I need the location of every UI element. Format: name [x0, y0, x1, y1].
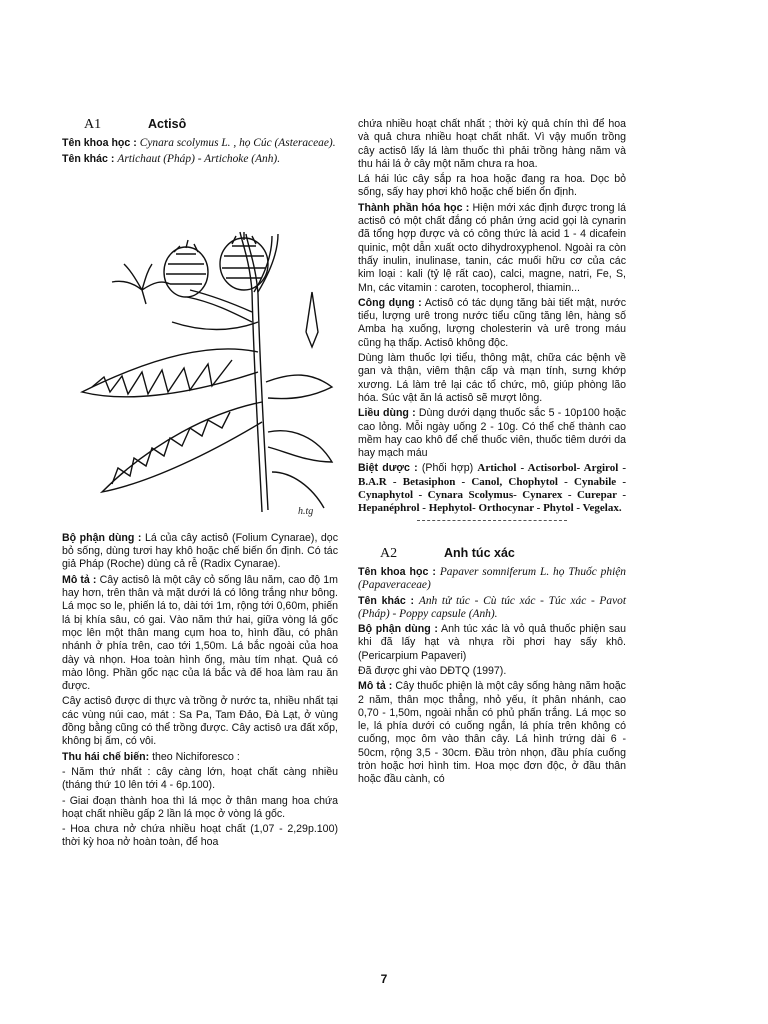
harvest: Thu hái chế biến: theo Nichiforesco : — [62, 750, 240, 763]
part-used-extra: Đã được ghi vào DĐTQ (1997). — [358, 664, 507, 677]
right-column — [358, 118, 626, 789]
svg-text:h.tg: h.tg — [298, 505, 314, 517]
entry-title: Actisô — [148, 117, 187, 131]
entry-code: A1 — [84, 117, 102, 132]
dosage: Liều dùng : Dùng dưới dạng thuốc sắc 5 - 10p100 hoặc cao lỏng. Mỗi ngày uống 2 - 10g. Có thể chế thành cao mềm hay cao khô để chế thuốc viên, thuốc tiêm dưới da hay mạch máu — [358, 407, 626, 460]
uses-extra: Dùng làm thuốc lợi tiểu, thông mật, chữa các bệnh về gan và thận, viêm thận cấp và mạn tính, sưng khớp xương. Lá làm trẻ lại các tổ chức, mô, giúp phòng lão hóa. Súc vật ăn lá actisô sẽ mượt lông. — [358, 352, 626, 404]
scientific-name: Tên khoa học : Papaver somniferum L. họ Thuốc phiện (Papaveraceae) — [358, 565, 626, 592]
other-names: Tên khác : Anh tử túc - Cù túc xác - Túc xác - Pavot (Pháp) - Poppy capsule (Anh). — [358, 594, 626, 620]
page-number: 7 — [380, 972, 388, 986]
description: Mô tả : Cây actisô là một cây cỏ sống lâu năm, cao độ 1m hay hơn, trên thân và mặt dưới lá có lông trắng như bông. Lá mọc so le, phiến lá to, dài tới 1m, rộng tới 0,60m, phiến lá bị khía sâu, có gai. Vào năm thứ hai, giữa vòng lá gốc mọc lên một thân mang cụm hoa to, hình đầu, có phân nhánh ở phía trên, cao tới 1,50m. Lá bắc ngoài của hoa dày và nhọn. Hoa toàn hình ống, màu tím nhạt. Quả có mào lông. Phần gốc nạc của lá bắc và đế hoa làm rau ăn được. — [62, 573, 338, 693]
chemical-composition: Thành phần hóa học : Hiện mới xác định được trong lá actisô có một chất đắng có phản ứng acid gọi là cynarin đã tổng hợp được và có công thức là acid 1 - 4 dicafein quinic, một dẫn xuất octo dihydroxyphenol. Ngoài ra còn thấy inulin, inulinase, tanin, các muối hữu cơ của các kim loại : kali (tỷ lệ rất cao), calci, magne, natri, Fe, S, Mn, các vitamin : caroten, tocopherol, thiamin... — [358, 201, 626, 294]
entry-header — [62, 118, 338, 131]
harvest-item: - Năm thứ nhất : cây càng lớn, hoạt chất càng nhiều (tháng thứ 10 lên tới 4 - 6p.100). — [62, 765, 338, 792]
left-column — [62, 118, 338, 852]
other-names: Tên khác : Artichaut (Pháp) - Artichoke (Anh). — [62, 152, 281, 165]
entry-title: Anh túc xác — [444, 545, 515, 560]
entry-separator — [417, 520, 567, 521]
artichoke-illustration — [62, 172, 338, 522]
harvest-item: - Giai đoạn thành hoa thì lá mọc ở thân mang hoa chứa hoạt chất nhiều gấp 2 lần lá mọc ở vòng lá gốc. — [62, 794, 338, 820]
harvest-extra: Lá hái lúc cây sắp ra hoa hoặc đang ra hoa. Dọc bỏ sống, sấy hay phơi khô hoặc chế biến ổn định. — [358, 173, 626, 199]
harvest-item-continued: - Hoa chưa nở chứa nhiều hoạt chất (1,07 - 2,29p.100) thời kỳ hoa nở hoàn toàn, để hoa — [62, 823, 338, 849]
harvest-item-continued: chứa nhiều hoạt chất nhất ; thời kỳ quả chín thì để hoa và quả chưa nhiều hoạt chất nhất. Vì vậy muốn trồng cây actisô lấy lá làm thuốc thì phải trồng hàng năm và thu hái lá ở cây một năm chưa ra hoa. — [358, 118, 626, 170]
uses: Công dụng : Actisô có tác dụng tăng bài tiết mật, nước tiểu, lượng urê trong nước tiểu cũng tăng lên, hàng số Amba hạ xuống, lượng cholesterin và urê trong máu cũng hạ thấp. Actisô không độc. — [358, 296, 627, 349]
entry-anh-tuc-xac — [358, 547, 626, 787]
brand-names: Biệt dược : (Phối hợp) Artichol - Actisorbol- Argirol - B.A.R - Betasiphon - Canol, Chophytol - Cynabile - Cynaphytol - Cynara Scolymus- Cynarex - Curepar - Hepanéphrol - Hephytol- Orthocynar - Phytol - Vegelax. — [358, 462, 627, 515]
scientific-name: Tên khoa học : Cynara scolymus L. , họ Cúc (Asteraceae). — [62, 137, 336, 150]
entry-code: A2 — [380, 545, 398, 561]
description: Mô tả : Cây thuốc phiện là một cây sống hàng năm hoặc 2 năm, thân mọc thẳng, nhỏ yếu, ít phân nhánh, cao 0,70 - 1,50m, ngoài nhẵn có phủ phấn trắng. Lá mọc so le, lá phía dưới có cuống ngắn, lá phía trên không có cuống, mọc ôm vào thân cây. Lá hình trứng dài 6 - 50cm, rộng 3,5 - 30cm. Đầu tròn nhọn, đầu phía cuống tròn hoặc hơi hình tim. Hoa mọc đơn độc, ở đầu thân hoặc đầu cành, có — [358, 680, 626, 786]
part-used: Bộ phận dùng : Lá của cây actisô (Folium Cynarae), dọc bỏ sống, dùng tươi hay khô hoặc chế biến ổn định. Có tác giả Pháp (Roche) dùng cả rễ (Radix Cynarae). — [62, 531, 338, 571]
part-used: Bộ phận dùng : Anh túc xác là vỏ quả thuốc phiện sau khi đã lấy hạt và nhựa rồi phơi hay sấy khô. (Pericarpium Papaveri) — [358, 623, 627, 662]
entry-header — [358, 547, 626, 560]
artichoke-drawing — [62, 172, 338, 522]
description-extra: Cây actisô được di thực và trồng ở nước ta, nhiều nhất tại các vùng núi cao, mát : Sa Pa, Tam Đảo, Đà Lạt, ở vùng đồng bằng cũng có thể trồng được. Cây actisô ưa đất xốp, không bị ấm, có vôi. — [62, 695, 338, 748]
